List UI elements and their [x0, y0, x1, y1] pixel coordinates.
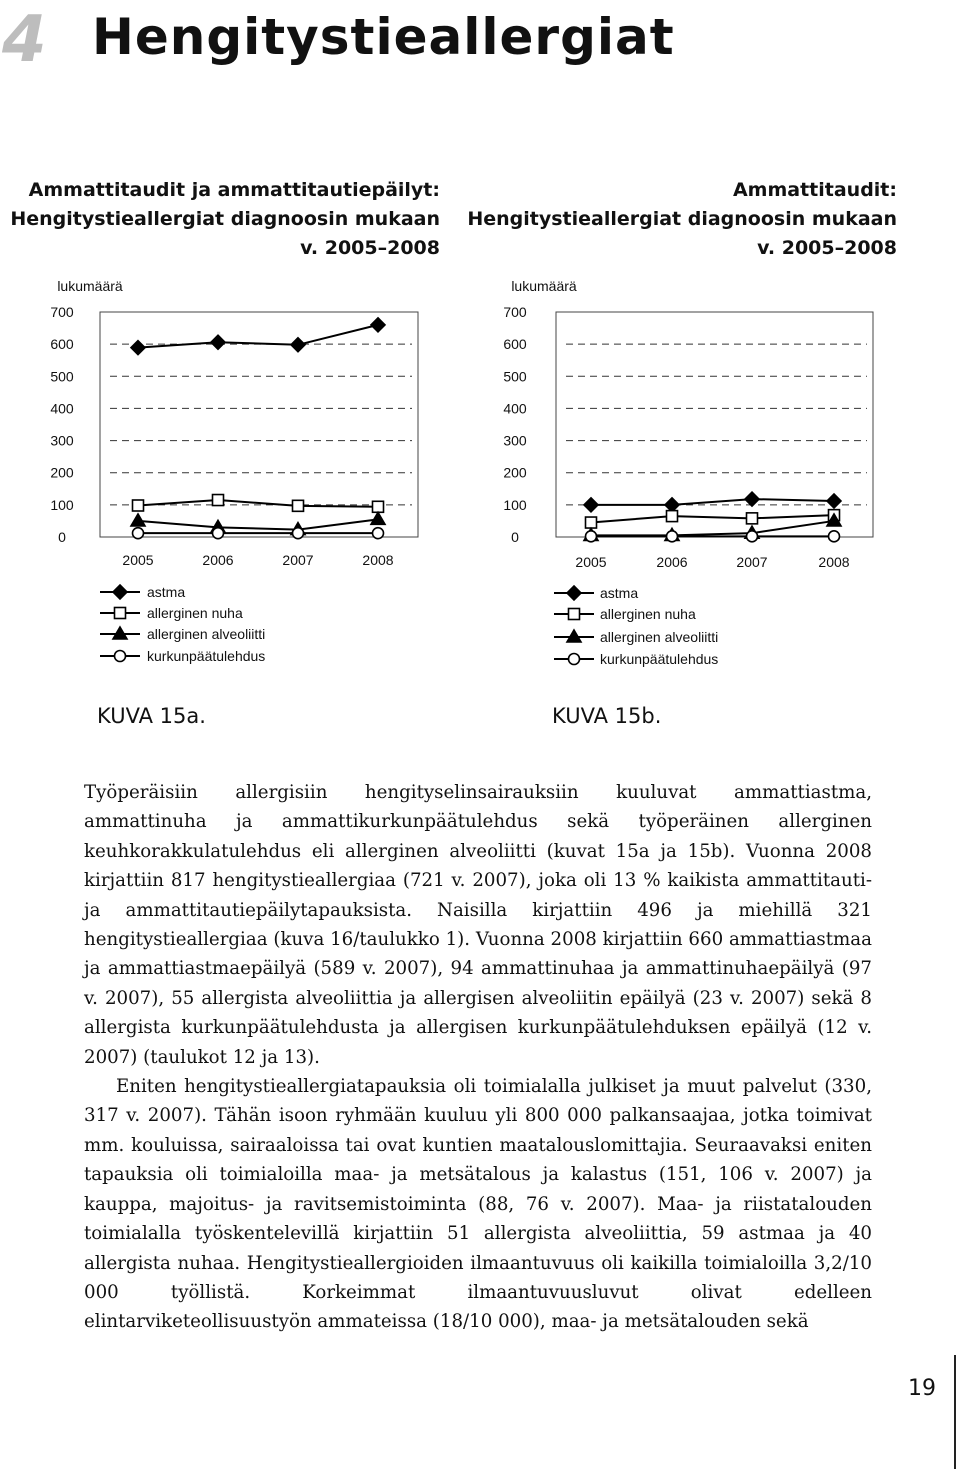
y-tick-label: 300 — [503, 432, 527, 449]
data-point — [293, 528, 304, 539]
data-point — [747, 513, 758, 524]
data-point — [667, 511, 678, 522]
y-tick-label: 700 — [503, 304, 527, 320]
legend-marker — [115, 608, 126, 619]
chart-title-15a: Ammattitaudit ja ammattitautiepäilyt: Hengitystieallergiat diagnoosin mukaan v. 2005–2008 — [10, 179, 440, 259]
legend-label: kurkunpäätulehdus — [147, 648, 266, 664]
x-tick-label: 2007 — [736, 554, 768, 570]
chapter-title: Hengitystieallergiat — [92, 8, 675, 66]
x-tick-label: 2005 — [575, 554, 607, 570]
data-point — [293, 500, 304, 511]
chart-15b — [450, 270, 890, 680]
x-tick-label: 2006 — [656, 554, 688, 570]
data-point — [586, 531, 597, 542]
data-point — [586, 517, 597, 528]
y-axis-label: lukumäärä — [57, 278, 123, 294]
chapter-number: 4 — [2, 3, 47, 77]
data-point — [827, 494, 841, 508]
legend-label: allerginen nuha — [600, 606, 696, 622]
legend-marker — [569, 609, 580, 620]
data-point — [584, 498, 598, 512]
y-tick-label: 100 — [50, 496, 74, 513]
data-point — [667, 531, 678, 542]
legend-label: kurkunpäätulehdus — [600, 651, 719, 667]
x-tick-label: 2008 — [818, 554, 850, 570]
body-paragraph-2: Eniten hengitystieallergiatapauksia oli toimialalla julkiset ja muut palvelut (330, 317 v. 2007). Tähän isoon ryhmään kuuluu yli 800 000 palkansaajaa, jotka toimivat mm. kouluissa, sairaaloissa tai ovat kuntien maatalouslomittajia. Seuraavaksi eniten tapauksia oli toimialoilla maa- ja metsätalous ja kalastus (151, 106 v. 2007) ja kauppa, majoitus- ja ravitsemistoiminta (88, 76 v. 2007). Maa- ja riistatalouden toimialalla työskentelevillä kirjattiin 51 allergista alveoliittia, 59 astmaa ja 40 allergista nuhaa. Hengitystieallergioiden ilmaantuvuus oli kaikilla toimialoilla 3,2/10 000 työllistä. Korkeimmat ilmaantuvuusluvut olivat edelleen elintarviketeollisuustyön ammateissa (18/10 000), maa- ja metsätalouden sekä — [84, 1076, 872, 1333]
data-point — [133, 528, 144, 539]
data-point — [745, 492, 759, 506]
y-tick-label: 600 — [50, 336, 74, 353]
y-tick-label: 0 — [511, 529, 519, 545]
y-tick-label: 0 — [58, 529, 66, 545]
y-tick-label: 300 — [50, 432, 74, 449]
series-line — [591, 499, 834, 505]
data-point — [829, 531, 840, 542]
series-3 — [586, 531, 840, 542]
figure-caption-15a: KUVA 15a. — [97, 704, 206, 728]
series-0 — [131, 318, 385, 355]
chart-15a — [0, 270, 430, 680]
series-line — [138, 519, 378, 529]
legend-label: allerginen alveoliitti — [147, 626, 266, 642]
series-2 — [131, 512, 385, 534]
series-1 — [133, 495, 384, 513]
y-tick-label: 400 — [503, 400, 527, 417]
data-point — [131, 341, 145, 355]
data-point — [665, 498, 679, 512]
chart-title-15b: Ammattitaudit: Hengitystieallergiat diagnoosin mukaan v. 2005–2008 — [467, 179, 897, 259]
y-tick-label: 400 — [50, 400, 74, 417]
y-tick-label: 200 — [503, 464, 527, 481]
legend-marker — [567, 586, 581, 600]
x-tick-label: 2005 — [122, 552, 154, 568]
y-axis-label: lukumäärä — [511, 278, 577, 294]
legend-label: astma — [600, 585, 639, 601]
body-paragraph-1: Työperäisiin allergisiin hengityselinsairauksiin kuuluvat ammattiastma, ammattinuha ja ammattikurkunpäätulehdus sekä työperäinen allerginen keuhkorakkulatulehdus eli allerginen alveoliitti (kuvat 15a ja 15b). Vuonna 2008 kirjattiin 817 hengitystieallergiaa (721 v. 2007), joka oli 13 % kaikista ammattitauti- ja ammattitautiepäilytapauksista. Naisilla kirjattiin 496 ja miehillä 321 hengitystieallergiaa (kuva 16/taulukko 1). Vuonna 2008 kirjattiin 660 ammattiastmaa ja ammattiastmaepäilyä (589 v. 2007), 94 ammattinuhaa ja ammattinuhaepäilyä (97 v. 2007), 55 allergista alveoliittia ja allergisen alveoliitin epäilyä (23 v. 2007) sekä 8 allergista kurkunpäätulehdusta ja allergisen kurkunpäätulehduksen epäilyä (12 v. 2007) (taulukot 12 ja 13). — [84, 782, 872, 1068]
legend-marker — [569, 654, 580, 665]
series-line — [591, 515, 834, 522]
legend-label: allerginen alveoliitti — [600, 629, 719, 645]
page-number: 19 — [908, 1376, 936, 1401]
y-tick-label: 500 — [50, 368, 74, 385]
legend-label: astma — [147, 584, 186, 600]
data-point — [291, 338, 305, 352]
data-point — [211, 335, 225, 349]
legend-marker — [113, 585, 127, 599]
y-tick-label: 600 — [503, 336, 527, 353]
series-line — [138, 500, 378, 507]
data-point — [133, 500, 144, 511]
y-tick-label: 500 — [503, 368, 527, 385]
y-tick-label: 100 — [503, 496, 527, 513]
legend-label: allerginen nuha — [147, 605, 243, 621]
data-point — [213, 528, 224, 539]
data-point — [371, 512, 385, 524]
series-line — [591, 521, 834, 535]
data-point — [213, 495, 224, 506]
data-point — [747, 531, 758, 542]
x-tick-label: 2007 — [282, 552, 314, 568]
page-edge-rule — [954, 1355, 956, 1469]
data-point — [373, 528, 384, 539]
x-tick-label: 2008 — [362, 552, 394, 568]
series-0 — [584, 492, 841, 512]
data-point — [371, 318, 385, 332]
legend-marker — [115, 651, 126, 662]
plot-frame — [556, 312, 873, 537]
x-tick-label: 2006 — [202, 552, 234, 568]
data-point — [373, 501, 384, 512]
figure-caption-15b: KUVA 15b. — [552, 704, 662, 728]
body-text — [84, 778, 872, 1337]
data-point — [131, 514, 145, 526]
y-tick-label: 700 — [50, 304, 74, 320]
y-tick-label: 200 — [50, 464, 74, 481]
